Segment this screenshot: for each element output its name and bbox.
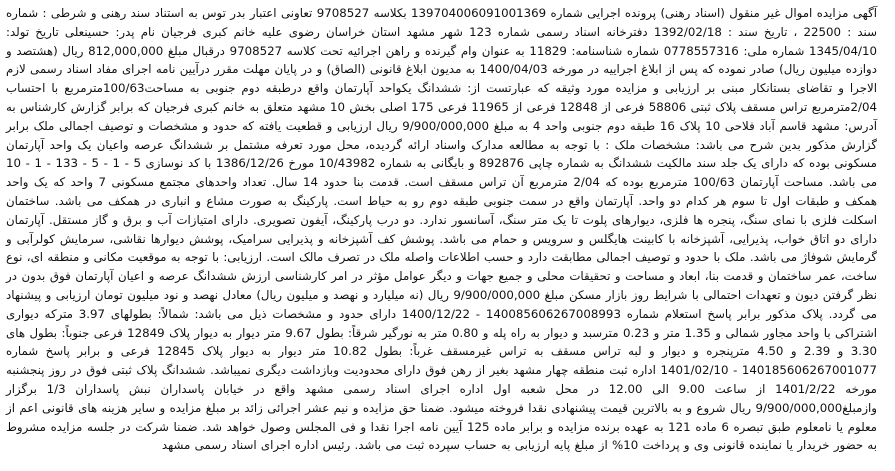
auction-notice-text: آگهی مزایده اموال غیر منقول (اسناد رهنی) پرونده اجرایی شماره 139704006091001369 بکلاسه 9708527 تعاونی اعتبار بدر توس به استناد سند رهنی و شرطی : شماره سند : 22500 ، تاریخ سند : 1392/02/18 دفترخانه اسناد رسمی شماره 123 شهر مشهد استان خراسان رضوی علیه خانم کبری فرجیان نام پدر: حسینعلی تاریخ تولد: 1345/04/10 شماره ملی: 0778557316 شماره شناسنامه: 11829 به عنوان وام گیرنده و راهن اجرائیه تحت کلاسه 9708527 درقبال مبلغ 812,000,000 ریال (هشتصد و دوازده میلیون ریال) صادر نموده که پس از ابلاغ اجراییه در مورخه 1400/04/03 به مدیون ابلاغ قانونی (الصاق) و در پایان مهلت مقرر درآیین نامه اجرای مفاد اسناد رسمی لازم الاجرا و تقاضای بستانکار مبنی بر ارزیابی و مزایده مورد وثیقه که عبارتست از: ششدانگ یکواحد آپارتمان واقع درطبقه دوم جنوبی به مساحت100/63مترمربع با احتساب 2/04مترمربع تراس مسقف پلاک ثبتی 58806 فرعی از 12848 فرعی از 11965 فرعی 175 اصلی بخش 10 مشهد متعلق به خانم کبری فرجیان که برابر گزارش کارشناس به آدرس: مشهد قاسم آباد فلاحی 10 پلاک 16 طبقه دوم جنوبی واحد 4 به مبلغ 9/900/000,000 ریال ارزیابی و قطعیت یافته که حدود و مشخصات و توصیف اجمالی ملک برابر گزارش مذکور بدین شرح می باشد: مشخصات ملک : با توجه به مطالعه مدارک واسناد ارائه گردیده، محل مورد تعرفه مشتمل بر ششدانگ عرصه واعیان یک واحد آپارتمان مسکونی بوده که دارای یک جلد سند مالکیت ششدانگ به شماره چاپی 892876 و بایگانی به شماره 10/43982 مورخ 1386/12/26 با کد نوسازی 5 - 1 - 5 - 133 - 1 - 10 می باشد. مساحت آپارتمان 100/63 مترمربع بوده که 2/04 مترمربع آن تراس مسقف است. قدمت بنا حدود 14 سال. تعداد واحدهای مجتمع مسکونی 7 واحد که یک واحد همکف و طبقات اول تا سوم هر کدام دو واحد. آپارتمان واقع در سمت جنوبی طبقه دوم رو به حیاط است. پارکینگ به صورت مشاع و انباری در همکف می باشد. ساختمان اسکلت فلزی با نمای سنگ، پنجره ها فلزی، دیوارهای پلوت تا یک متر سنگ، آسانسور ندارد. دو درب پارکینگ، آیفون تصویری. دارای امتیازات آب و برق و گاز مستقل. آپارتمان دارای دو اتاق خواب، پذیرایی، آشپزخانه با کابینت هایگلس و سرویس و حمام می باشد. پوشش کف آشپزخانه و پذیرایی سرامیک، پوشش دیوارها نقاشی، سرمایش کولرآبی و گرمایش شوفاژ می باشد. ملک با حدود و توصیف اجمالی مطابقت دارد و حسب اطلاعات واصله ملک در تصرف مالک است. ارزیابی: با توجه به موقعیت مکانی و منطقه ای، نوع ساخت، عمر ساختمان و قدمت بنا، ابعاد و مساحت و تحقیقات محلی و جمیع جهات و دیگر عوامل مؤثر در امر کارشناسی ارزش ششدانگ عرصه و اعیان آپارتمان فوق بدون در نظر گرفتن دیون و تعهدات احتمالی با شرایط روز بازار مسکن مبلغ 9/900/000,000 ریال (نه میلیارد و نهصد و میلیون ریال) معادل نهصد و نود میلیون تومان ارزیابی و پیشنهاد می گردد. پلاک مذکور برابر پاسخ استعلام شماره 140085606267008993 - 1400/12/22 دارای حدود و مشخصات ذیل می باشد: شمالاً: بطولهای 3.97 مترکه دیواری اشتراکی با واحد مجاور شمالی و 1.35 متر و 0.23 مترسبد و دیوار به راه پله و 0.80 متر به نورگیر شرقاً: بطول 9.67 متر دیوار به دیوار پلاک 12849 فرعی جنوباً: بطول های 3.30 و 2.39 و 4.50 مترپنجره و دیوار و لبه تراس مسقف به تراس غیرمسقف غرباً: بطول 10.82 متر دیوار به دیوار پلاک 12845 فرعی و برابر پاسخ شماره 140185606267001077 - 1401/02/10 اداره ثبت منطقه چهار مشهد بغیر از رهن فوق دارای محدودیت وبازداشت دیگری نمیباشد. ششدانگ پلاک ثبتی فوق در روز پنجشنبه مورخه 1401/2/22 از ساعت 9.00 الی 12.00 در محل شعبه اول اداره اجرای اسناد رسمی مشهد واقع در خیابان پاسداران نبش پاسداران 1/3 برگزار وازمبلغ9/900/000,000 ریال شروع و به بالاترین قیمت پیشنهادی نقدا فروخته میشود. ضمنا حق مزایده و نیم عشر اجرائی زائد بر مبلغ مزایده و سایر هزینه های قانونی اعم از معلوم یا نامعلوم طبق تبصره 6 ماده 121 به عهده برنده مزایده و برابر ماده 125 آیین نامه اجرا نقدا و فی المجلس وصول خواهد شد. ضمنا شرکت در جلسه مزایده مشروط به حضور خریدار یا نماینده قانونی وی و پرداخت 10% از مبلغ پایه ارزیابی به حساب سپرده ثبت می باشد. رئیس اداره اجرای اسناد رسمی مشهد <box>6 6 878 453</box>
